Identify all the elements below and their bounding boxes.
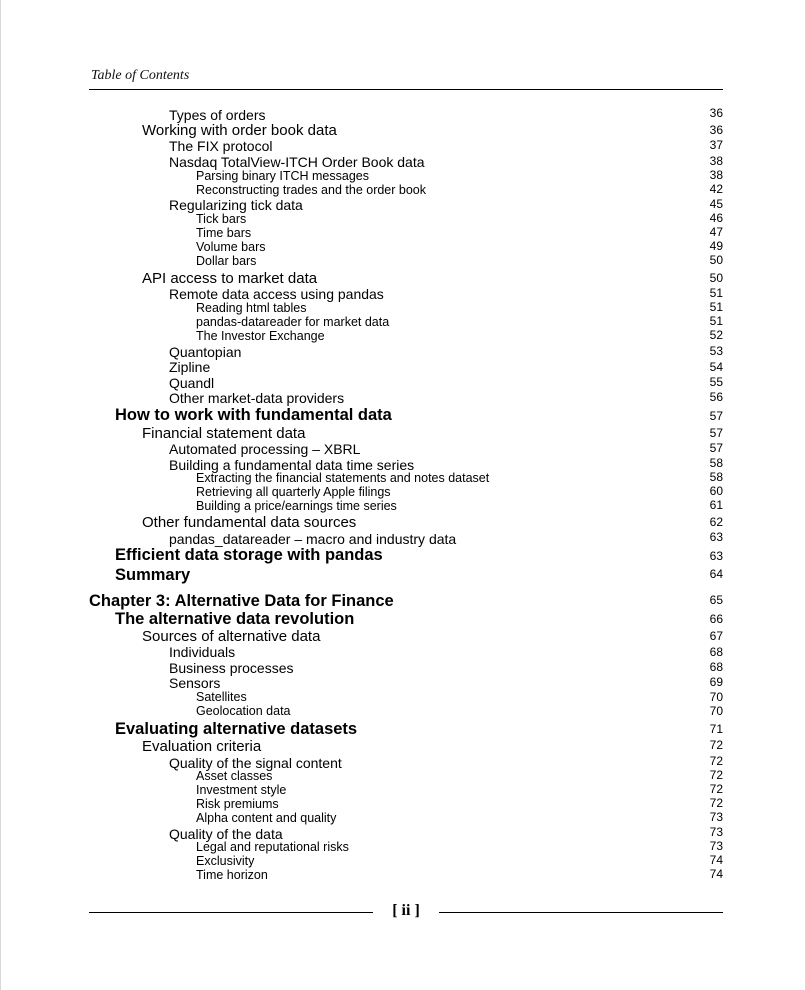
- toc-entry-page-number: 69: [709, 675, 723, 689]
- toc-entry-page-number: 74: [709, 867, 723, 881]
- toc-entry-title: Evaluating alternative datasets: [115, 720, 358, 738]
- toc-entry-title: How to work with fundamental data: [115, 406, 392, 424]
- toc-entry-title: Quantopian: [169, 344, 242, 360]
- toc-entry-page-number: 67: [709, 629, 723, 643]
- toc-entry-title: Business processes: [169, 660, 294, 676]
- toc-entry-page-number: 51: [709, 314, 723, 328]
- running-header-title: Table of Contents: [91, 68, 190, 83]
- toc-entry-title: Geolocation data: [196, 704, 291, 718]
- toc-entry-page-number: 72: [709, 768, 723, 782]
- toc-entry-page-number: 38: [709, 168, 723, 182]
- toc-entry-title: Retrieving all quarterly Apple filings: [196, 485, 391, 499]
- toc-entry-page-number: 50: [709, 253, 723, 267]
- toc-entry-title: Extracting the financial statements and notes dataset: [196, 471, 490, 485]
- toc-entry-page-number: 61: [709, 498, 723, 512]
- toc-entry-page-number: 63: [709, 549, 723, 563]
- toc-entry-page-number: 68: [709, 660, 723, 674]
- toc-entry-page-number: 71: [709, 722, 723, 736]
- toc-entry-page-number: 54: [709, 360, 723, 374]
- toc-entry-title: The Investor Exchange: [196, 329, 325, 343]
- toc-entry-title: Exclusivity: [196, 854, 255, 868]
- toc-entry-title: Time horizon: [196, 868, 268, 882]
- toc-entry-title: Types of orders: [169, 107, 266, 123]
- page-number: [ ii ]: [392, 902, 420, 919]
- toc-entry-page-number: 50: [709, 271, 723, 285]
- toc-entry-title: Quality of the signal content: [169, 755, 342, 771]
- toc-entry-title: Tick bars: [196, 212, 247, 226]
- toc-entry-page-number: 51: [709, 300, 723, 314]
- footer-rule-right: [439, 912, 723, 913]
- toc-entry-page-number: 55: [709, 375, 723, 389]
- toc-entry-title: Regularizing tick data: [169, 197, 303, 213]
- toc-entry-title: The alternative data revolution: [115, 610, 355, 628]
- toc-entry-page-number: 70: [709, 704, 723, 718]
- toc-entry-title: Automated processing – XBRL: [169, 441, 361, 457]
- toc-entry-title: API access to market data: [142, 270, 318, 287]
- toc-entry-title: Reconstructing trades and the order book: [196, 183, 426, 197]
- toc-entry-title: Summary: [115, 566, 191, 584]
- toc-entry-title: Volume bars: [196, 240, 266, 254]
- toc-entry-page-number: 64: [709, 567, 723, 581]
- toc-entry-page-number: 72: [709, 796, 723, 810]
- header-rule: [89, 89, 723, 90]
- toc-entry-title: Other market-data providers: [169, 390, 345, 406]
- toc-entry-page-number: 45: [709, 197, 723, 211]
- toc-entry-title: Quality of the data: [169, 826, 283, 842]
- toc-entry-title: Financial statement data: [142, 425, 306, 442]
- toc-entry-title: pandas-datareader for market data: [196, 315, 390, 329]
- toc-entry-title: Evaluation criteria: [142, 738, 262, 755]
- toc-entry-page-number: 73: [709, 810, 723, 824]
- toc-entry-page-number: 52: [709, 328, 723, 342]
- toc-entry-page-number: 74: [709, 853, 723, 867]
- toc-entry-page-number: 68: [709, 645, 723, 659]
- toc-entry-title: Legal and reputational risks: [196, 840, 349, 854]
- toc-entry-page-number: 60: [709, 484, 723, 498]
- toc-entry-title: Risk premiums: [196, 797, 279, 811]
- toc-entry-title: Nasdaq TotalView-ITCH Order Book data: [169, 154, 425, 170]
- toc-entry-title: Chapter 3: Alternative Data for Finance: [89, 592, 394, 610]
- toc-entry-page-number: 46: [709, 211, 723, 225]
- toc-entry-title: Investment style: [196, 783, 287, 797]
- toc-entry-title: Building a price/earnings time series: [196, 499, 397, 513]
- toc-entry-page-number: 38: [709, 154, 723, 168]
- toc-entry-title: Working with order book data: [142, 122, 337, 139]
- toc-entry-title: Dollar bars: [196, 254, 257, 268]
- toc-entry-page-number: 72: [709, 738, 723, 752]
- toc-entry-page-number: 36: [709, 123, 723, 137]
- toc-entry-title: Satellites: [196, 690, 247, 704]
- toc-entry-page-number: 63: [709, 530, 723, 544]
- toc-entry-title: The FIX protocol: [169, 138, 273, 154]
- toc-entry-title: pandas_datareader – macro and industry data: [169, 531, 457, 547]
- footer-rule-left: [89, 912, 373, 913]
- toc-entry-title: Alpha content and quality: [196, 811, 337, 825]
- toc-entry-title: Sources of alternative data: [142, 628, 321, 645]
- toc-entry-title: Asset classes: [196, 769, 273, 783]
- toc-entry-page-number: 36: [709, 106, 723, 120]
- toc-entry-title: Building a fundamental data time series: [169, 457, 415, 473]
- toc-entry-title: Zipline: [169, 359, 211, 375]
- toc-entry-page-number: 47: [709, 225, 723, 239]
- toc-entry-title: Sensors: [169, 675, 221, 691]
- toc-entry-title: Individuals: [169, 644, 236, 660]
- toc-entry-title: Remote data access using pandas: [169, 286, 384, 302]
- toc-entry-page-number: 56: [709, 390, 723, 404]
- toc-entry-title: Parsing binary ITCH messages: [196, 169, 369, 183]
- toc-entry-page-number: 72: [709, 782, 723, 796]
- toc-entry-page-number: 57: [709, 441, 723, 455]
- toc-entry-page-number: 62: [709, 515, 723, 529]
- toc-entry-page-number: 51: [709, 286, 723, 300]
- toc-entry-page-number: 66: [709, 612, 723, 626]
- toc-entry-title: Time bars: [196, 226, 252, 240]
- toc-entry-page-number: 70: [709, 690, 723, 704]
- toc-entry-title: Other fundamental data sources: [142, 514, 357, 531]
- toc-entry-page-number: 72: [709, 754, 723, 768]
- toc-entry-page-number: 53: [709, 344, 723, 358]
- toc-entry-title: Reading html tables: [196, 301, 307, 315]
- toc-entry-page-number: 58: [709, 456, 723, 470]
- toc-entry-page-number: 42: [709, 182, 723, 196]
- toc-entry-title: Efficient data storage with pandas: [115, 546, 383, 564]
- toc-entry-page-number: 73: [709, 825, 723, 839]
- toc-entry-page-number: 37: [709, 138, 723, 152]
- toc-entry-page-number: 57: [709, 409, 723, 423]
- toc-entry-page-number: 57: [709, 426, 723, 440]
- toc-entry-page-number: 65: [709, 593, 723, 607]
- toc-entry-page-number: 73: [709, 839, 723, 853]
- toc-entry-page-number: 49: [709, 239, 723, 253]
- toc-entry-page-number: 58: [709, 470, 723, 484]
- toc-entry-title: Quandl: [169, 375, 215, 391]
